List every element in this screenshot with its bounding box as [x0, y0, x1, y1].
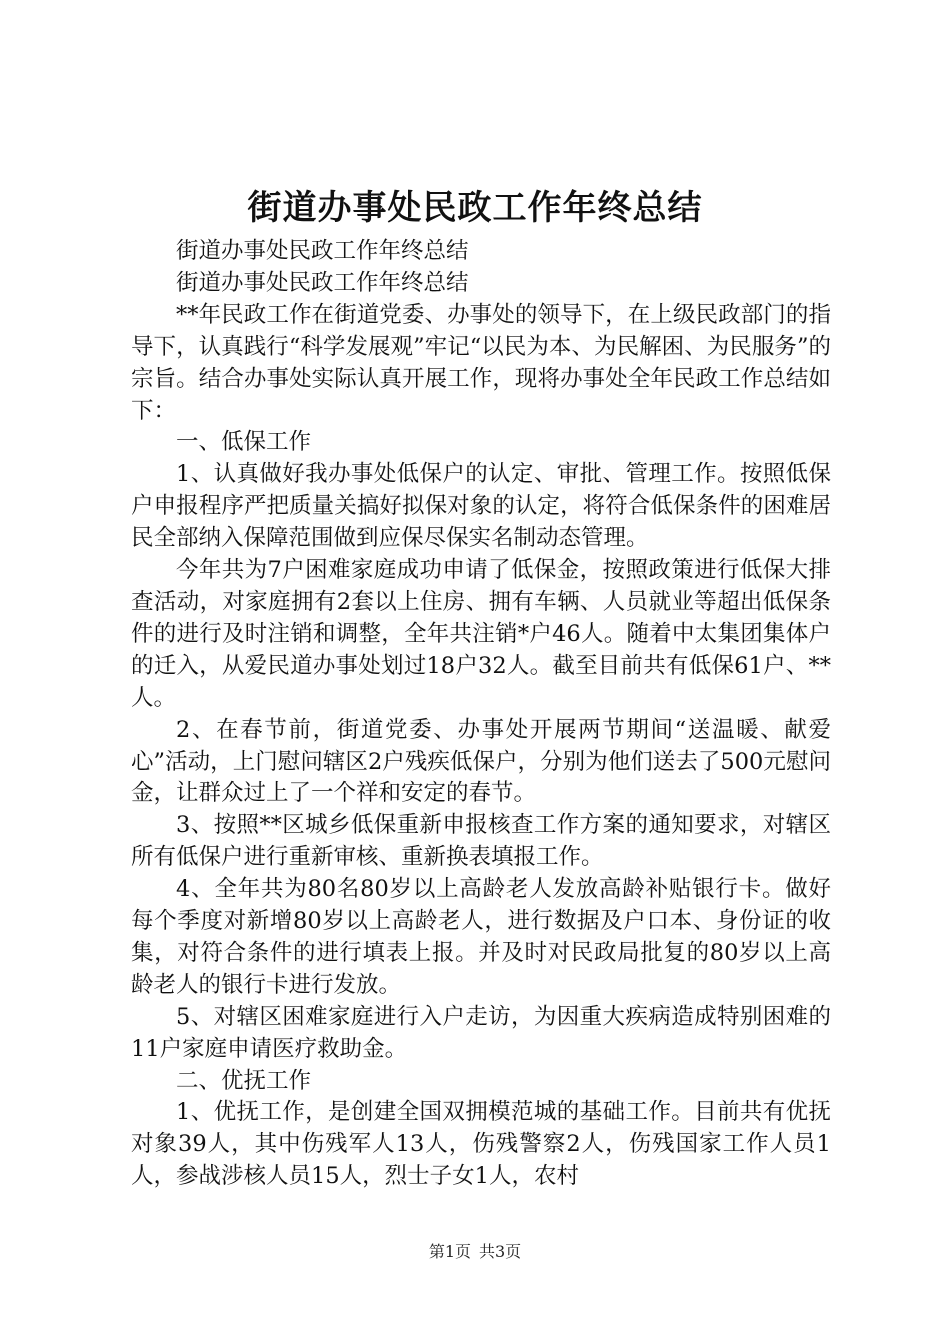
paragraph: 街道办事处民政工作年终总结 [176, 269, 469, 296]
paragraph: 1、优抚工作，是创建全国双拥模范城的基础工作。目前共有优抚对象39人，其中伤残军人13人，伤残警察2人，伤残国家工作人员1人，参战涉核人员15人，烈士子女1人，农村 [131, 1099, 831, 1190]
page-footer [0, 1240, 950, 1264]
paragraph: **年民政工作在街道党委、办事处的领导下，在上级民政部门的指导下，认真践行“科学发展观”牢记“以民为本、为民解困、为民服务”的宗旨。结合办事处实际认真开展工作，现将办事处全年民政工作总结如下： [131, 301, 831, 424]
paragraph: 5、对辖区困难家庭进行入户走访，为因重大疾病造成特别困难的11户家庭申请医疗救助金。 [131, 1003, 831, 1062]
page-total: 共3页 [479, 1242, 522, 1261]
paragraph: 街道办事处民政工作年终总结 [176, 238, 469, 264]
paragraph: 4、全年共为80名80岁以上高龄老人发放高龄补贴银行卡。做好每个季度对新增80岁以上高龄老人，进行数据及户口本、身份证的收集，对符合条件的进行填表上报。并及时对民政局批复的80岁以上高龄老人的银行卡进行发放。 [131, 876, 831, 998]
page-number: 第1页 [428, 1242, 471, 1261]
paragraph: 今年共为7户困难家庭成功申请了低保金，按照政策进行低保大排查活动，对家庭拥有2套以上住房、拥有车辆、人员就业等超出低保条件的进行及时注销和调整，全年共注销*户46人。随着中太集团集体户的迁入，从爱民道办事处划过18户32人。截至目前共有低保61户、**人。 [131, 557, 831, 711]
section-heading: 二、优抚工作 [176, 1067, 312, 1094]
document-title: 街道办事处民政工作年终总结 [247, 188, 703, 228]
document-body [131, 236, 831, 1193]
paragraph: 3、按照**区城乡低保重新申报核查工作方案的通知要求，对辖区所有低保户进行重新审核、重新换表填报工作。 [131, 812, 831, 871]
paragraph: 1、认真做好我办事处低保户的认定、审批、管理工作。按照低保户申报程序严把质量关搞好拟保对象的认定，将符合低保条件的困难居民全部纳入保障范围做到应保尽保实名制动态管理。 [131, 461, 831, 552]
section-heading: 一、低保工作 [176, 429, 312, 456]
paragraph: 2、在春节前，街道党委、办事处开展两节期间“送温暖、献爱心”活动，上门慰问辖区2户残疾低保户，分别为他们送去了500元慰问金，让群众过上了一个祥和安定的春节。 [131, 716, 831, 807]
